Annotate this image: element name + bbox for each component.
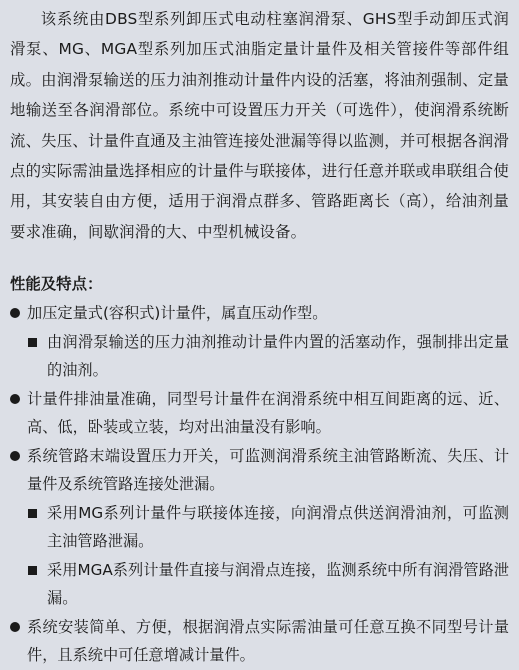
- feature-subitem: [10, 556, 509, 613]
- bullet-icon: [10, 622, 20, 632]
- feature-subitem-text: 采用MGA系列计量件直接与润滑点连接，监测系统中所有润滑管路泄漏。: [47, 560, 509, 608]
- feature-item: [10, 613, 509, 670]
- feature-item: [10, 385, 509, 442]
- feature-item: [10, 442, 509, 499]
- feature-subitem: [10, 499, 509, 556]
- bullet-icon: [10, 308, 20, 318]
- feature-item-text: 计量件排油量准确，同型号计量件在润滑系统中相互间距离的远、近、高、低，卧装或立装，均对出油量没有影响。: [27, 389, 509, 437]
- feature-subitem-text: 由润滑泵输送的压力油剂推动计量件内置的活塞动作，强制排出定量的油剂。: [47, 332, 509, 380]
- square-bullet-icon: [28, 566, 37, 575]
- features-list: [10, 299, 509, 670]
- square-bullet-icon: [28, 509, 37, 518]
- feature-subitem: [10, 328, 509, 385]
- features-heading: 性能及特点：: [10, 275, 103, 294]
- square-bullet-icon: [28, 338, 37, 347]
- bullet-icon: [10, 451, 20, 461]
- feature-subitem-text: 采用MG系列计量件与联接体连接，向润滑点供送润滑油剂，可监测主油管路泄漏。: [47, 503, 509, 551]
- feature-item: [10, 299, 509, 328]
- bullet-icon: [10, 394, 20, 404]
- feature-item-text: 系统管路末端设置压力开关，可监测润滑系统主油管路断流、失压、计量件及系统管路连接处泄漏。: [27, 446, 509, 494]
- feature-item-text: 加压定量式(容积式)计量件，属直压动作型。: [27, 304, 328, 323]
- feature-item-text: 系统安装简单、方便，根据润滑点实际需油量可任意互换不同型号计量件，且系统中可任意增减计量件。: [27, 617, 509, 665]
- intro-paragraph: 该系统由DBS型系列卸压式电动柱塞润滑泵、GHS型手动卸压式润滑泵、MG、MGA型系列加压式油脂定量计量件及相关管接件等部件组成。由润滑泵输送的压力油剂推动计量件内设的活塞，将油剂强制、定量地输送至各润滑部位。系统中可设置压力开关（可选件），使润滑系统断流、失压、计量件直通及主油管连接处泄漏等得以监测，并可根据各润滑点的实际需油量选择相应的计量件与联接体，进行任意并联或串联组合使用，其安装自由方便，适用于润滑点群多、管路距离长（高），给油剂量要求准确，间歇润滑的大、中型机械设备。: [10, 10, 509, 241]
